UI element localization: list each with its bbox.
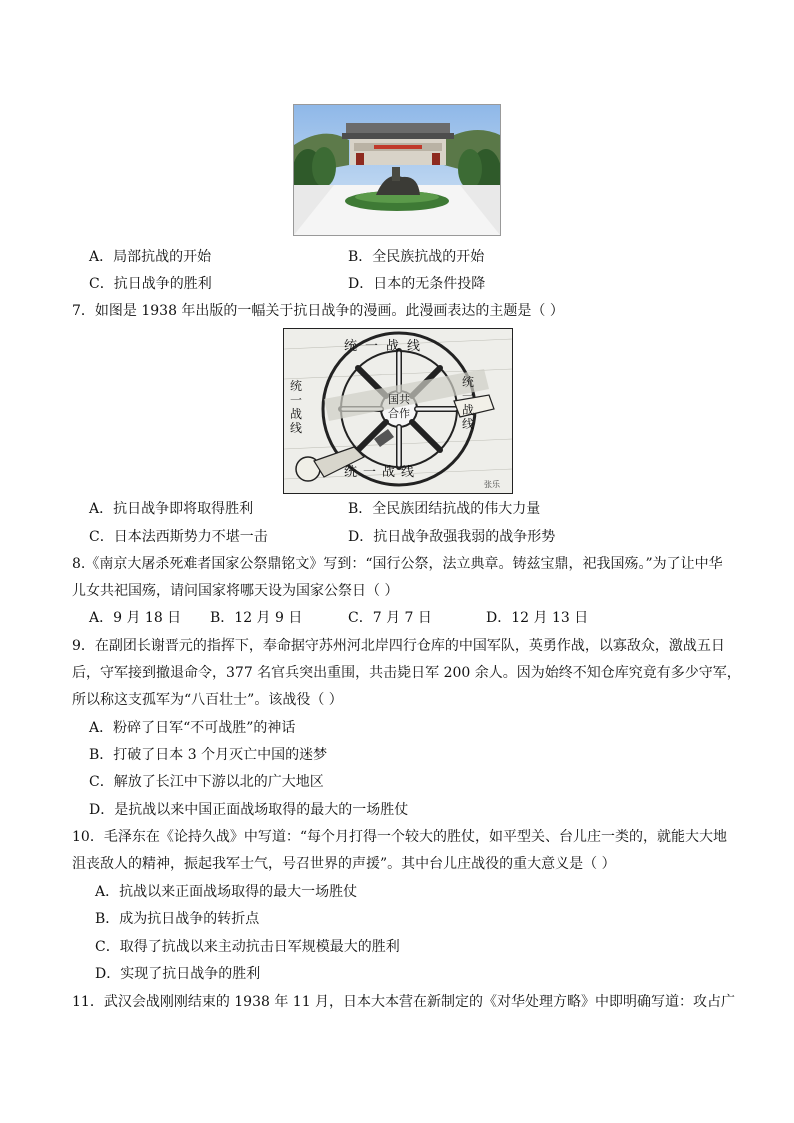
q9-option-d[interactable]: D．是抗战以来中国正面战场取得的最大的一场胜仗 bbox=[89, 802, 409, 818]
q9-stem-line-1: 9．在副团长谢晋元的指挥下，奉命据守苏州河北岸四行仓库的中国军队，英勇作战，以寡敌众，激战五日 bbox=[72, 638, 725, 654]
q8-option-a[interactable]: A．9 月 18 日 bbox=[89, 610, 182, 626]
q10-option-c[interactable]: C．取得了抗战以来主动抗击日军规模最大的胜利 bbox=[95, 939, 400, 955]
q7-option-a[interactable]: A．抗日战争即将取得胜利 bbox=[89, 501, 254, 517]
q9-option-c[interactable]: C．解放了长江中下游以北的广大地区 bbox=[89, 774, 324, 790]
cartoon-center-text-1: 国共 bbox=[388, 393, 410, 406]
q8-option-d[interactable]: D．12 月 13 日 bbox=[486, 610, 589, 626]
q6-option-d[interactable]: D．日本的无条件投降 bbox=[348, 276, 486, 292]
q7-option-c[interactable]: C．日本法西斯势力不堪一击 bbox=[89, 529, 268, 545]
q6-option-b[interactable]: B．全民族抗战的开始 bbox=[348, 249, 485, 265]
q10-stem-line-2: 沮丧敌人的精神，振起我军士气，号召世界的声援”。其中台儿庄战役的重大意义是（ ） bbox=[72, 856, 616, 872]
cartoon-top-text: 统一战线 bbox=[344, 339, 429, 354]
q7-stem: 7．如图是 1938 年出版的一幅关于抗日战争的漫画。此漫画表达的主题是（ ） bbox=[72, 303, 564, 319]
q9-stem-line-2: 后，守军接到撤退命令，377 名官兵突出重围，共击毙日军 200 余人。因为始终不知仓库究竟有多少守军， bbox=[72, 665, 741, 681]
q8-option-c[interactable]: C．7 月 7 日 bbox=[348, 610, 432, 626]
q6-option-a[interactable]: A．局部抗战的开始 bbox=[89, 249, 212, 265]
q6-option-c[interactable]: C．抗日战争的胜利 bbox=[89, 276, 212, 292]
q8-stem-line-2: 儿女共祀国殇，请问国家将哪天设为国家公祭日（ ） bbox=[72, 583, 399, 599]
q10-option-a[interactable]: A．抗战以来正面战场取得的最大一场胜仗 bbox=[95, 884, 358, 900]
q10-option-d[interactable]: D．实现了抗日战争的胜利 bbox=[95, 966, 261, 982]
cartoon-left-text: 统一战线 bbox=[290, 379, 303, 435]
cartoon-center-text-2: 合作 bbox=[388, 407, 410, 420]
q9-stem-line-3: 所以称这支孤军为“八百壮士”。该战役（ ） bbox=[72, 692, 343, 708]
q9-option-a[interactable]: A．粉碎了日军“不可战胜”的神话 bbox=[89, 720, 296, 736]
q8-option-b[interactable]: B．12 月 9 日 bbox=[210, 610, 303, 626]
q7-option-d[interactable]: D．抗日战争敌强我弱的战争形势 bbox=[348, 529, 556, 545]
q11-stem-line-1: 11．武汉会战刚刚结束的 1938 年 11 月，日本大本营在新制定的《对华处理方略》中即明确写道：攻占广 bbox=[72, 994, 736, 1010]
cartoon-right-text: 统一战线 bbox=[462, 375, 475, 431]
united-front-cartoon bbox=[283, 328, 513, 494]
q7-option-b[interactable]: B．全民族团结抗战的伟大力量 bbox=[348, 501, 541, 517]
svg-text:张乐: 张乐 bbox=[484, 480, 500, 489]
q9-option-b[interactable]: B．打破了日本 3 个月灭亡中国的迷梦 bbox=[89, 747, 328, 763]
q8-stem-line-1: 8.《南京大屠杀死难者国家公祭鼎铭文》写到：“国行公祭，法立典章。铸兹宝鼎，祀我国殇。”为了让中华 bbox=[72, 556, 723, 572]
q10-option-b[interactable]: B．成为抗日战争的转折点 bbox=[95, 911, 260, 927]
cartoon-bottom-text: 统一战线 bbox=[344, 465, 421, 480]
memorial-hall-photo bbox=[293, 104, 501, 236]
q10-stem-line-1: 10．毛泽东在《论持久战》中写道：“每个月打得一个较大的胜仗，如平型关、台儿庄一类的，就能大大地 bbox=[72, 829, 727, 845]
